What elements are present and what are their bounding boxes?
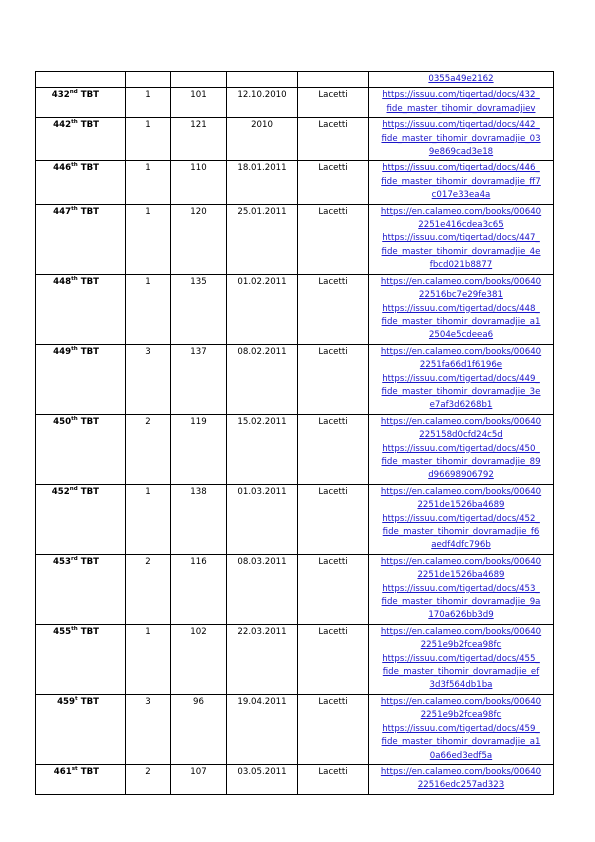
link-text-line: https://issuu.com/tigertad/docs/453_ xyxy=(382,583,540,594)
links-cell xyxy=(369,118,554,161)
link-text-line: fide_master_tihomir_dovramadjie_4e xyxy=(381,246,541,257)
date-cell: 03.05.2011 xyxy=(227,764,298,794)
links-cell xyxy=(369,484,554,554)
document-link[interactable] xyxy=(370,766,552,793)
event-label: TBT xyxy=(80,346,99,357)
game-number-cell: 110 xyxy=(171,161,227,204)
table-row xyxy=(36,72,554,88)
table-row xyxy=(36,274,554,344)
date-cell: 08.03.2011 xyxy=(227,554,298,624)
event-number: 432 xyxy=(51,90,70,101)
event-cell xyxy=(36,554,126,624)
link-text-line: fide_master_tihomir_dovramadjie_ff7 xyxy=(381,176,541,187)
link-text-line: c017e33ea4a xyxy=(431,190,491,201)
links-cell xyxy=(369,764,554,794)
links-cell xyxy=(369,344,554,414)
link-text-line: https://en.calameo.com/books/00640 xyxy=(380,696,542,707)
link-text-line: https://issuu.com/tigertad/docs/447_ xyxy=(382,233,540,244)
document-link[interactable] xyxy=(370,556,552,583)
link-text-line: fide_master_tihomir_dovramadjie_9a xyxy=(381,597,541,608)
opening-cell: Lacetti xyxy=(298,118,369,161)
link-text-line: https://issuu.com/tigertad/docs/449_ xyxy=(382,373,540,384)
link-text-line: https://en.calameo.com/books/00640 xyxy=(380,486,542,497)
link-text-line: fide_master_tihomir_dovramadjie_a1 xyxy=(381,737,541,748)
round-cell xyxy=(126,72,171,88)
game-number-cell: 120 xyxy=(171,204,227,274)
event-ordinal-suffix: th xyxy=(71,345,78,352)
link-text-line: https://issuu.com/tigertad/docs/452_ xyxy=(382,513,540,524)
event-ordinal-suffix: nd xyxy=(69,89,78,96)
link-text-line: 22516edc257ad323 xyxy=(417,780,505,791)
document-link[interactable] xyxy=(370,162,552,202)
game-number-cell xyxy=(171,72,227,88)
opening-cell: Lacetti xyxy=(298,204,369,274)
link-text-line: https://issuu.com/tigertad/docs/432_ xyxy=(382,90,540,101)
event-ordinal-suffix: th xyxy=(71,275,78,282)
game-number-cell: 102 xyxy=(171,624,227,694)
date-cell: 2010 xyxy=(227,118,298,161)
opening-cell: Lacetti xyxy=(298,764,369,794)
link-text-line: fide_master_tihomir_dovramadjie_89 xyxy=(381,456,541,467)
link-text-line: https://en.calameo.com/books/00640 xyxy=(380,556,542,567)
link-text-line: fide_master_tihomir_dovramadjie_03 xyxy=(381,133,541,144)
date-cell: 01.03.2011 xyxy=(227,484,298,554)
event-number: 461 xyxy=(53,766,72,777)
date-cell: 08.02.2011 xyxy=(227,344,298,414)
event-cell xyxy=(36,204,126,274)
link-text-line: https://en.calameo.com/books/00640 xyxy=(380,626,542,637)
event-number: 459 xyxy=(57,696,76,707)
round-cell: 2 xyxy=(126,414,171,484)
round-cell: 1 xyxy=(126,118,171,161)
event-number: 447 xyxy=(53,206,72,217)
link-text-line: https://en.calameo.com/books/00640 xyxy=(380,346,542,357)
link-text-line: 22516bc7e29fe381 xyxy=(419,290,503,301)
event-cell xyxy=(36,694,126,764)
round-cell: 1 xyxy=(126,204,171,274)
links-cell xyxy=(369,554,554,624)
event-cell xyxy=(36,161,126,204)
event-number: 448 xyxy=(53,276,72,287)
event-label: TBT xyxy=(80,626,99,637)
link-text-line: https://issuu.com/tigertad/docs/459_ xyxy=(382,723,540,734)
document-link[interactable] xyxy=(370,276,552,303)
event-cell xyxy=(36,484,126,554)
link-text-line: https://issuu.com/tigertad/docs/448_ xyxy=(382,303,540,314)
event-label: TBT xyxy=(80,696,99,707)
link-text-line: 0355a49e2162 xyxy=(428,74,494,84)
event-label: TBT xyxy=(80,120,99,131)
opening-cell: Lacetti xyxy=(298,624,369,694)
links-cell xyxy=(369,161,554,204)
event-ordinal-suffix: th xyxy=(71,415,78,422)
link-text-line: https://issuu.com/tigertad/docs/442_ xyxy=(382,120,540,131)
link-text-line: 2251de1526ba4689 xyxy=(417,500,505,511)
round-cell: 1 xyxy=(126,484,171,554)
opening-cell: Lacetti xyxy=(298,88,369,118)
link-text-line: 2251de1526ba4689 xyxy=(417,570,505,581)
document-link[interactable] xyxy=(370,723,552,763)
round-cell: 1 xyxy=(126,88,171,118)
document-link[interactable] xyxy=(370,416,552,443)
game-number-cell: 138 xyxy=(171,484,227,554)
event-label: TBT xyxy=(80,556,99,567)
link-text-line: 170a626bb3d9 xyxy=(428,610,494,621)
date-cell: 25.01.2011 xyxy=(227,204,298,274)
link-text-line: 225158d0cfd24c5d xyxy=(419,430,503,441)
document-link[interactable] xyxy=(370,346,552,373)
link-text-line: 2251e416cdea3c65 xyxy=(418,220,504,231)
links-cell xyxy=(369,624,554,694)
document-link[interactable] xyxy=(370,443,552,483)
table-row xyxy=(36,624,554,694)
link-text-line: fide_master_tihomir_dovramadjiev xyxy=(386,103,536,114)
date-cell: 19.04.2011 xyxy=(227,694,298,764)
opening-cell: Lacetti xyxy=(298,554,369,624)
table-row xyxy=(36,161,554,204)
event-label: TBT xyxy=(80,766,99,777)
event-cell xyxy=(36,344,126,414)
document-link[interactable] xyxy=(370,696,552,723)
event-number: 455 xyxy=(53,626,72,637)
games-table-body xyxy=(36,72,554,795)
opening-cell: Lacetti xyxy=(298,344,369,414)
opening-cell: Lacetti xyxy=(298,274,369,344)
link-text-line: https://issuu.com/tigertad/docs/450_ xyxy=(382,443,540,454)
event-number: 452 xyxy=(51,486,70,497)
games-table xyxy=(35,71,554,795)
document-link[interactable] xyxy=(370,486,552,513)
game-number-cell: 121 xyxy=(171,118,227,161)
link-text-line: aedf4dfc796b xyxy=(431,540,491,551)
event-number: 446 xyxy=(53,163,72,174)
event-ordinal-suffix: th xyxy=(71,205,78,212)
table-row xyxy=(36,764,554,794)
link-text-line: https://issuu.com/tigertad/docs/446_ xyxy=(382,163,540,174)
event-label: TBT xyxy=(80,163,99,174)
game-number-cell: 137 xyxy=(171,344,227,414)
event-number: 449 xyxy=(53,346,72,357)
date-cell xyxy=(227,72,298,88)
table-row xyxy=(36,484,554,554)
event-ordinal-suffix: nd xyxy=(69,485,78,492)
document-link[interactable] xyxy=(370,73,552,86)
event-cell xyxy=(36,764,126,794)
date-cell: 22.03.2011 xyxy=(227,624,298,694)
game-number-cell: 135 xyxy=(171,274,227,344)
round-cell: 3 xyxy=(126,694,171,764)
table-row xyxy=(36,414,554,484)
event-ordinal-suffix: th xyxy=(71,119,78,126)
round-cell: 1 xyxy=(126,624,171,694)
game-number-cell: 107 xyxy=(171,764,227,794)
event-number: 450 xyxy=(53,416,72,427)
round-cell: 1 xyxy=(126,161,171,204)
document-link[interactable] xyxy=(370,513,552,553)
link-text-line: fide_master_tihomir_dovramadjie_a1 xyxy=(381,316,541,327)
link-text-line: 2251fa66d1f6196e xyxy=(419,360,503,371)
link-text-line: https://en.calameo.com/books/00640 xyxy=(380,416,542,427)
link-text-line: 0a66ed3edf5a xyxy=(429,750,493,761)
date-cell: 01.02.2011 xyxy=(227,274,298,344)
link-text-line: d96698906792 xyxy=(428,470,494,481)
link-text-line: 3d3f564db1ba xyxy=(429,680,493,691)
link-text-line: https://en.calameo.com/books/00640 xyxy=(380,766,542,777)
round-cell: 2 xyxy=(126,554,171,624)
link-text-line: https://en.calameo.com/books/00640 xyxy=(380,206,542,217)
event-number: 442 xyxy=(53,120,72,131)
game-number-cell: 119 xyxy=(171,414,227,484)
date-cell: 18.01.2011 xyxy=(227,161,298,204)
event-cell xyxy=(36,624,126,694)
event-cell xyxy=(36,274,126,344)
link-text-line: https://en.calameo.com/books/00640 xyxy=(380,276,542,287)
event-ordinal-suffix: st xyxy=(71,766,78,773)
table-row xyxy=(36,118,554,161)
date-cell: 12.10.2010 xyxy=(227,88,298,118)
event-ordinal-suffix: th xyxy=(71,625,78,632)
table-row xyxy=(36,344,554,414)
event-number: 453 xyxy=(53,556,71,567)
opening-cell: Lacetti xyxy=(298,161,369,204)
event-label: TBT xyxy=(80,486,99,497)
document-link[interactable] xyxy=(370,232,552,272)
date-cell: 15.02.2011 xyxy=(227,414,298,484)
event-cell xyxy=(36,118,126,161)
round-cell: 3 xyxy=(126,344,171,414)
links-cell xyxy=(369,88,554,118)
link-text-line: fide_master_tihomir_dovramadjie_3e xyxy=(381,386,541,397)
game-number-cell: 116 xyxy=(171,554,227,624)
round-cell: 1 xyxy=(126,274,171,344)
event-label: TBT xyxy=(80,416,99,427)
document-link[interactable] xyxy=(370,583,552,623)
links-cell xyxy=(369,204,554,274)
links-cell xyxy=(369,274,554,344)
table-row xyxy=(36,694,554,764)
document-link[interactable] xyxy=(370,373,552,413)
link-text-line: 2251e9b2fcea98fc xyxy=(420,710,502,721)
opening-cell xyxy=(298,72,369,88)
link-text-line: https://issuu.com/tigertad/docs/455_ xyxy=(382,653,540,664)
event-ordinal-suffix: t xyxy=(75,696,78,703)
document-link[interactable] xyxy=(370,626,552,653)
event-label: TBT xyxy=(80,90,99,101)
event-label: TBT xyxy=(80,276,99,287)
link-text-line: fide_master_tihomir_dovramadjie_ef xyxy=(382,667,540,678)
table-row xyxy=(36,88,554,118)
event-cell xyxy=(36,414,126,484)
link-text-line: 9e869cad3e18 xyxy=(428,147,494,158)
opening-cell: Lacetti xyxy=(298,694,369,764)
document-page xyxy=(35,71,553,795)
document-link[interactable] xyxy=(370,89,552,116)
table-row xyxy=(36,554,554,624)
document-link[interactable] xyxy=(370,206,552,233)
round-cell: 2 xyxy=(126,764,171,794)
event-ordinal-suffix: rd xyxy=(70,555,78,562)
link-text-line: fbcd021b8877 xyxy=(429,260,493,271)
event-cell xyxy=(36,88,126,118)
event-ordinal-suffix: th xyxy=(71,162,78,169)
links-cell xyxy=(369,414,554,484)
opening-cell: Lacetti xyxy=(298,484,369,554)
game-number-cell: 96 xyxy=(171,694,227,764)
event-label: TBT xyxy=(80,206,99,217)
links-cell xyxy=(369,72,554,88)
opening-cell: Lacetti xyxy=(298,414,369,484)
link-text-line: fide_master_tihomir_dovramadjie_f6 xyxy=(382,527,540,537)
links-cell xyxy=(369,694,554,764)
event-cell xyxy=(36,72,126,88)
link-text-line: e7af3d6268b1 xyxy=(429,400,493,411)
document-link[interactable] xyxy=(370,303,552,343)
link-text-line: 2504e5cdeea6 xyxy=(428,330,494,341)
table-row xyxy=(36,204,554,274)
document-link[interactable] xyxy=(370,653,552,693)
game-number-cell: 101 xyxy=(171,88,227,118)
document-link[interactable] xyxy=(370,119,552,159)
link-text-line: 2251e9b2fcea98fc xyxy=(420,640,502,651)
